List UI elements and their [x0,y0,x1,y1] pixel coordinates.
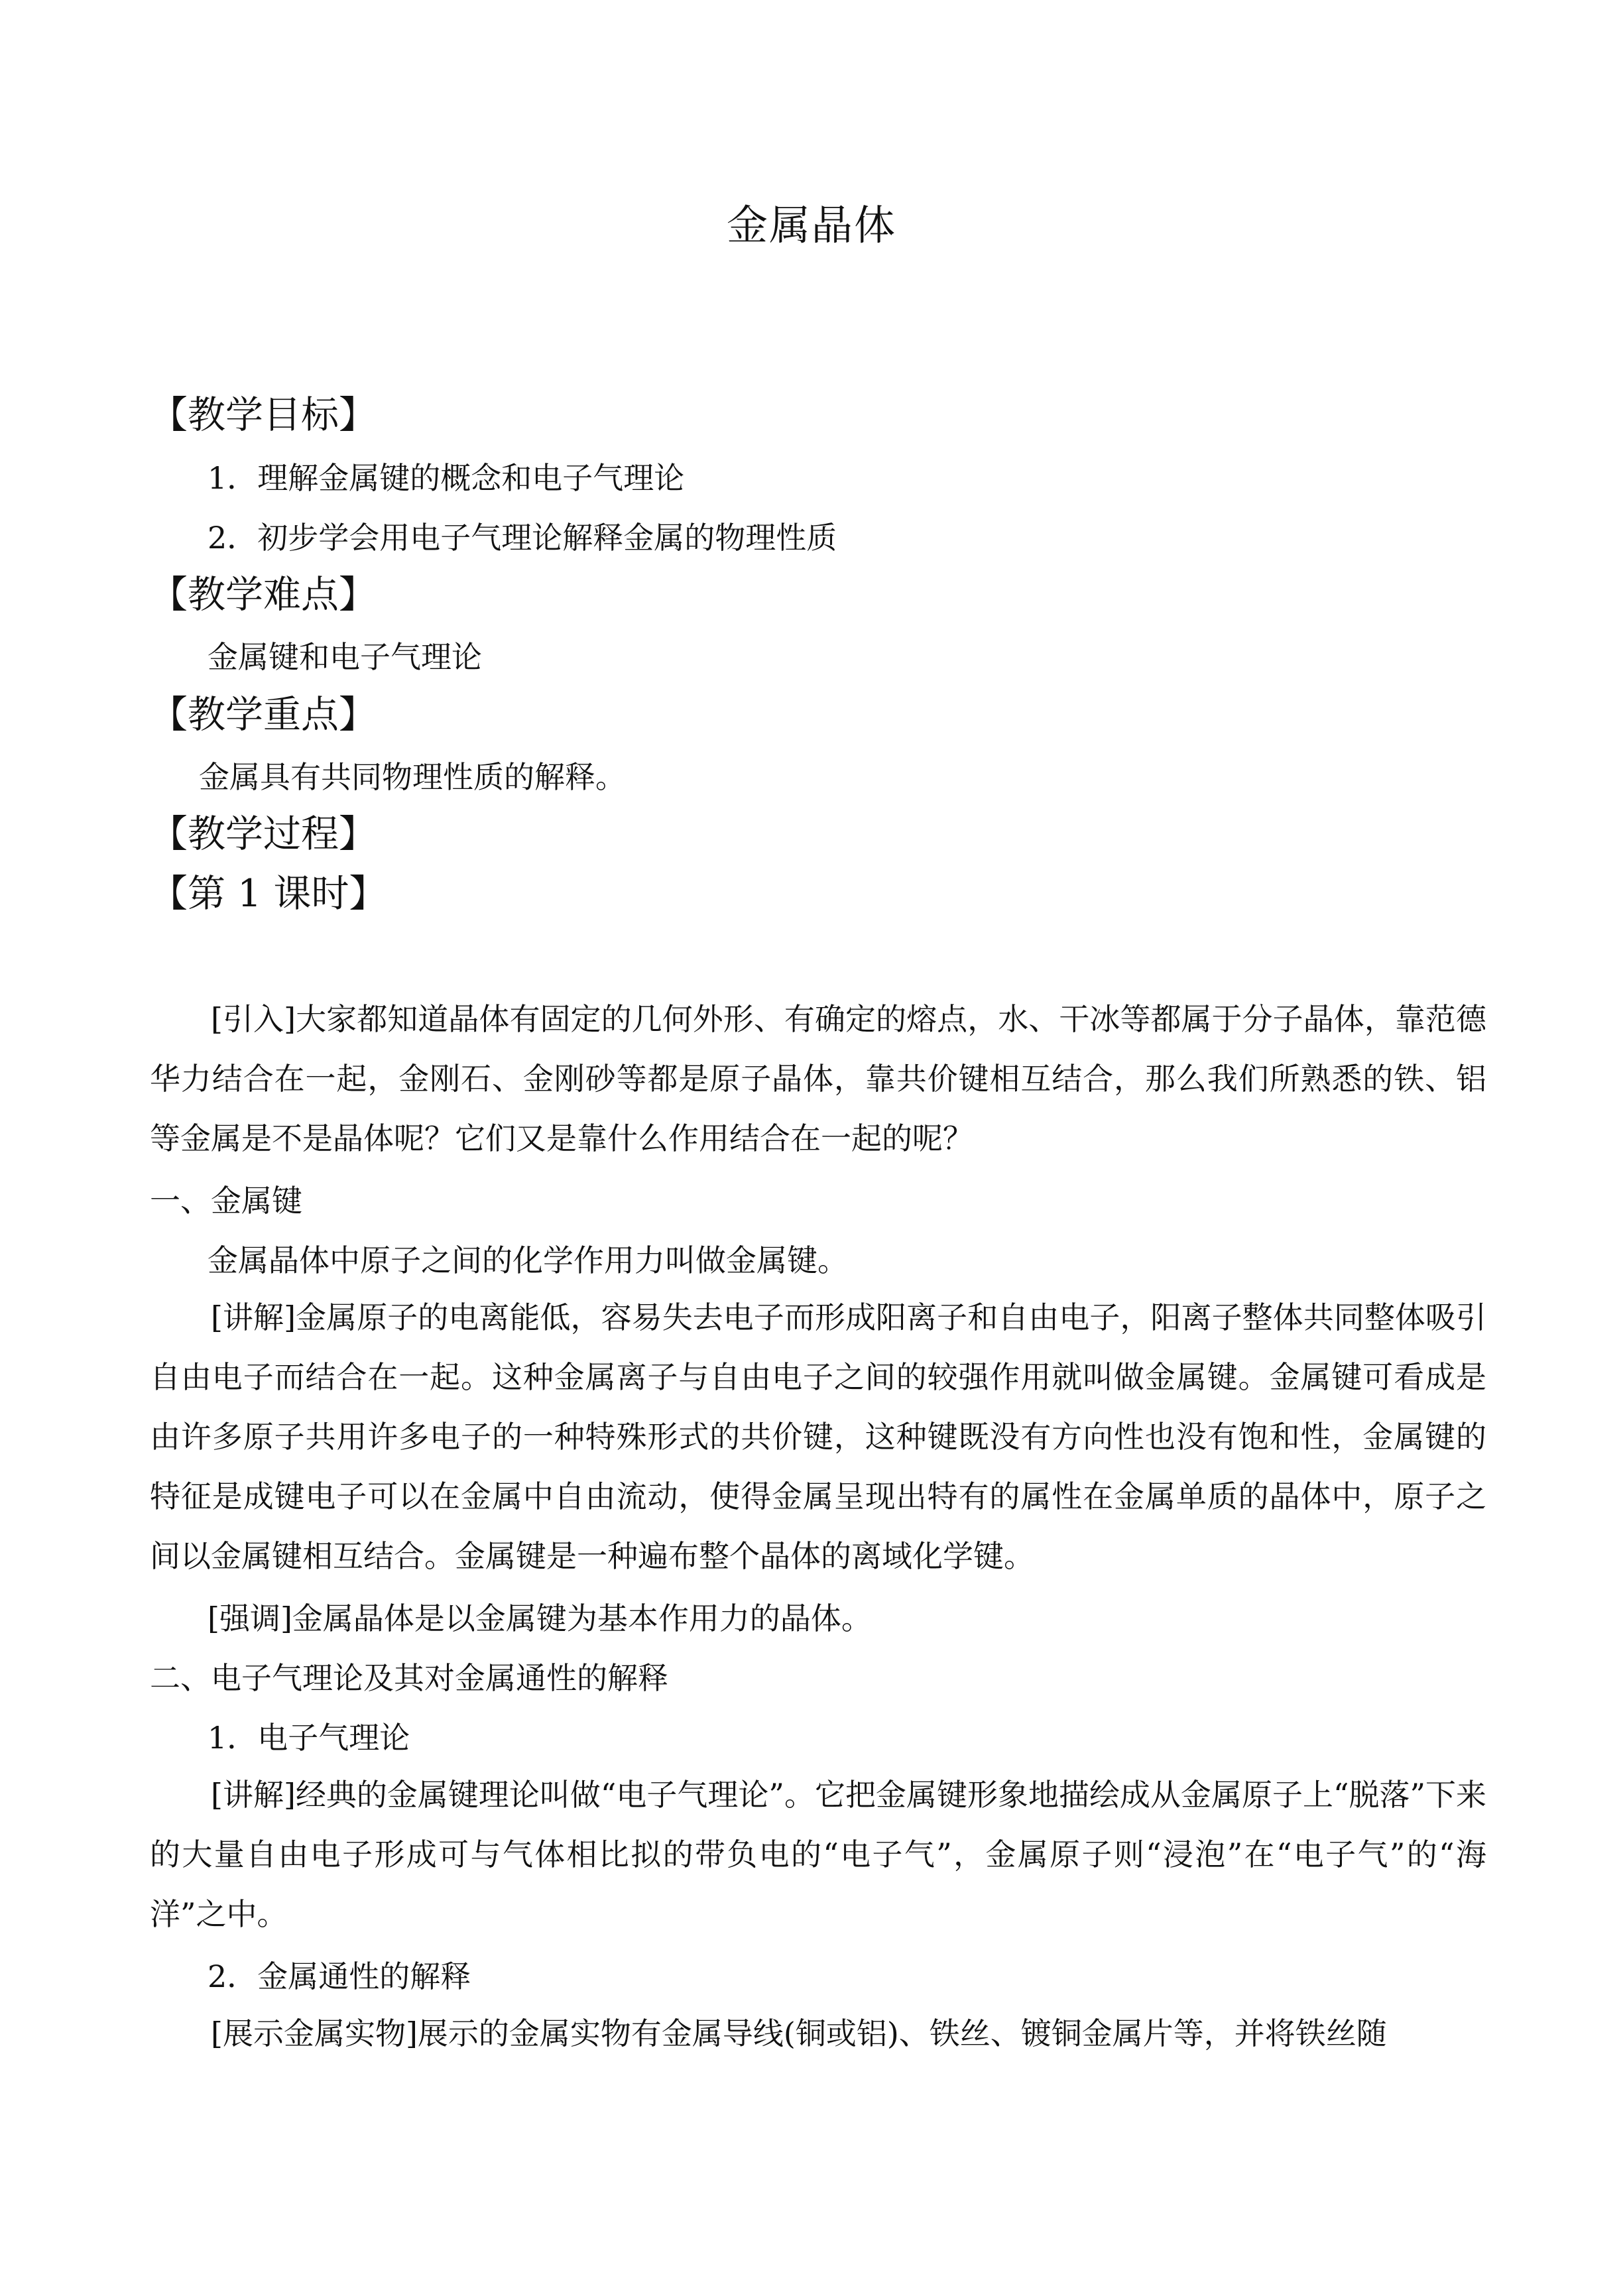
key-points-heading: 【教学重点】 [150,693,377,737]
section2-title: 二、电子气理论及其对金属通性的解释 [150,1660,668,1696]
document-title: 金属晶体 [726,201,896,249]
key-points-text: 金属具有共同物理性质的解释。 [199,759,626,795]
section1-emphasis: [强调]金属晶体是以金属键为基本作用力的晶体。 [208,1601,872,1636]
section2-subtitle-2: 2．金属通性的解释 [208,1959,471,1994]
section2-explanation: [讲解]经典的金属键理论叫做“电子气理论”。它把金属键形象地描绘成从金属原子上“脱落”下来的大量自由电子形成可与气体相比拟的带负电的“电子气”，金属原子则“浸泡”在“电子气”的“海洋”之中。 [150,1777,1486,1932]
lesson-heading: 【第 1 课时】 [150,872,387,916]
section2-demo: [展示金属实物]展示的金属实物有金属导线(铜或铝)、铁丝、镀铜金属片等，并将铁丝随 [211,2016,1387,2051]
difficulty-heading: 【教学难点】 [150,573,377,617]
section2-subtitle-1: 1．电子气理论 [208,1720,410,1756]
difficulty-text: 金属键和电子气理论 [208,639,482,675]
objective-item-1: 1．理解金属键的概念和电子气理论 [208,460,685,496]
process-heading: 【教学过程】 [150,812,377,856]
section1-explanation: [讲解]金属原子的电离能低，容易失去电子而形成阳离子和自由电子，阳离子整体共同整体吸引自由电子而结合在一起。这种金属离子与自由电子之间的较强作用就叫做金属键。金属键可看成是由许多原子共用许多电子的一种特殊形式的共价键，这种键既没有方向性也没有饱和性，金属键的特征是成键电子可以在金属中自由流动，使得金属呈现出特有的属性在金属单质的晶体中，原子之间以金属键相互结合。金属键是一种遍布整个晶体的离域化学键。 [150,1299,1486,1574]
objective-item-2: 2．初步学会用电子气理论解释金属的物理性质 [208,520,837,556]
objectives-heading: 【教学目标】 [150,393,377,437]
section1-title: 一、金属键 [150,1183,302,1219]
section1-definition: 金属晶体中原子之间的化学作用力叫做金属键。 [208,1242,848,1278]
intro-paragraph: [引入]大家都知道晶体有固定的几何外形、有确定的熔点，水、干冰等都属于分子晶体，靠范德华力结合在一起，金刚石、金刚砂等都是原子晶体，靠共价键相互结合，那么我们所熟悉的铁、铝等金属是不是晶体呢？它们又是靠什么作用结合在一起的呢？ [150,1001,1486,1156]
